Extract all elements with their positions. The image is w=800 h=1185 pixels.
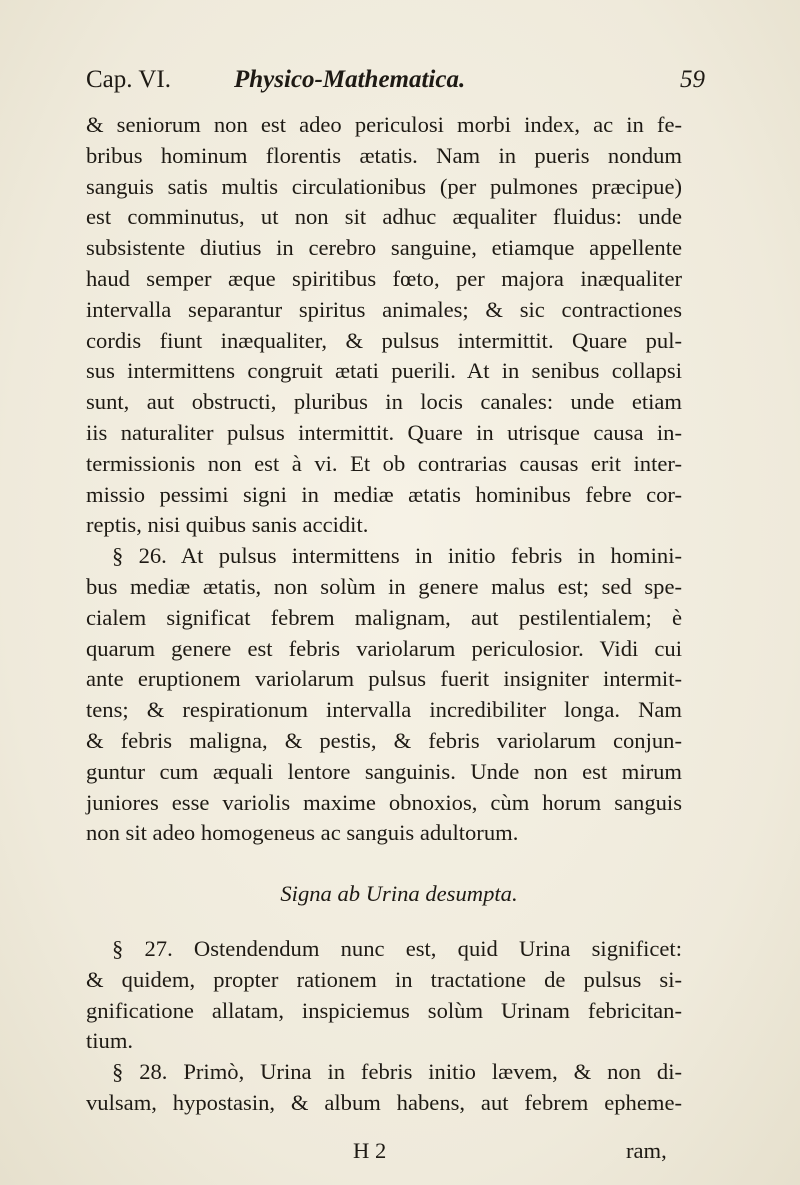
text-line: tens; & respirationum intervalla incredibiliter longa. Nam: [86, 697, 682, 723]
text-body: [86, 110, 682, 1119]
text-line: iis naturaliter pulsus intermittit. Quare in utrisque causa in-: [86, 419, 682, 445]
text-line: sunt, aut obstructi, pluribus in locis canales: unde etiam: [86, 389, 682, 415]
text-line: quarum genere est febris variolarum periculosior. Vidi cui: [86, 635, 682, 661]
page-number: 59: [680, 66, 705, 93]
text-line: § 28. Primò, Urina in febris initio lævem, & non di-: [112, 1059, 682, 1085]
text-line: sanguis satis multis circulationibus (per pulmones præcipue): [86, 173, 682, 199]
text-line: cialem significat febrem malignam, aut pestilentialem; è: [86, 604, 682, 630]
text-line: missio pessimi signi in mediæ ætatis hominibus febre cor-: [86, 481, 682, 507]
text-line: haud semper æque spiritibus fœto, per majora inæqualiter: [86, 265, 682, 291]
paragraph-28: [86, 1057, 682, 1119]
paragraph-continuation: [86, 110, 682, 541]
text-line: non sit adeo homogeneus ac sanguis adultorum.: [86, 820, 519, 846]
text-line: vulsam, hypostasin, & album habens, aut febrem epheme-: [86, 1089, 682, 1115]
paragraph-27: [86, 934, 682, 1057]
text-line: sus intermittens congruit ætati puerili. At in senibus collapsi: [86, 358, 682, 384]
text-line: reptis, nisi quibus sanis accidit.: [86, 512, 369, 538]
text-line: termissionis non est à vi. Et ob contrarias causas erit inter-: [86, 450, 682, 476]
text-line: juniores esse variolis maxime obnoxios, cùm horum sanguis: [86, 789, 682, 815]
running-header: [0, 66, 800, 102]
text-line: § 27. Ostendendum nunc est, quid Urina significet:: [112, 935, 682, 961]
running-title: Physico-Mathematica.: [234, 66, 466, 93]
text-line: § 26. At pulsus intermittens in initio febris in homini-: [112, 543, 682, 569]
paragraph-26: [86, 541, 682, 849]
chapter-label: Cap. VI.: [86, 66, 171, 93]
text-line: subsistente diutius in cerebro sanguine, etiamque appellente: [86, 235, 682, 261]
text-line: ante eruptionem variolarum pulsus fuerit insigniter intermit-: [86, 666, 682, 692]
text-line: intervalla separantur spiritus animales; & sic contractiones: [86, 296, 682, 322]
signature-mark: H 2: [353, 1138, 387, 1163]
section-heading: Signa ab Urina desumpta.: [280, 881, 518, 907]
catchword: ram,: [626, 1138, 667, 1163]
page-footer: [0, 1138, 800, 1170]
text-line: bribus hominum florentis ætatis. Nam in pueris nondum: [86, 142, 682, 168]
text-line: & quidem, propter rationem in tractatione de pulsus si-: [86, 966, 682, 992]
text-line: guntur cum æquali lentore sanguinis. Unde non est mirum: [86, 758, 682, 784]
text-line: & seniorum non est adeo periculosi morbi index, ac in fe-: [86, 112, 682, 137]
text-line: cordis fiunt inæqualiter, & pulsus intermittit. Quare pul-: [86, 327, 682, 353]
text-line: tium.: [86, 1028, 134, 1054]
text-line: & febris maligna, & pestis, & febris variolarum conjun-: [86, 727, 682, 753]
text-line: gnificatione allatam, inspiciemus solùm Urinam febricitan-: [86, 997, 682, 1023]
text-line: est comminutus, ut non sit adhuc æqualiter fluidus: unde: [86, 204, 682, 230]
text-line: bus mediæ ætatis, non solùm in genere malus est; sed spe-: [86, 573, 682, 599]
